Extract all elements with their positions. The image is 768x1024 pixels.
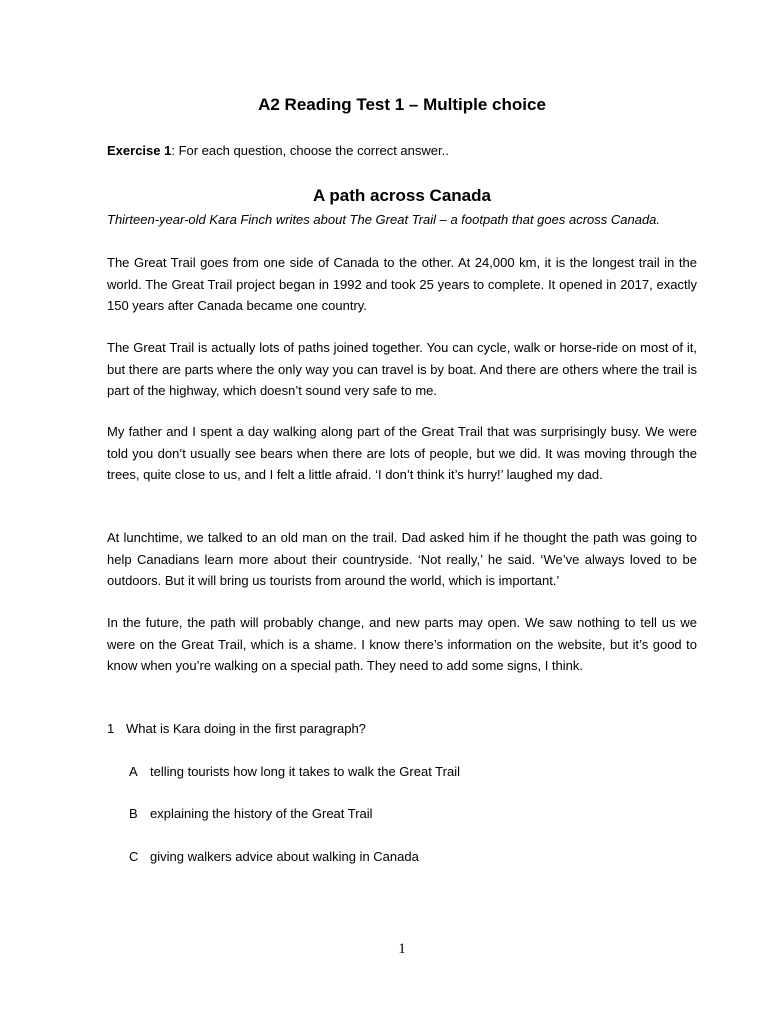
question-text: What is Kara doing in the first paragraph?	[126, 721, 366, 736]
answer-option-a[interactable]	[129, 763, 460, 781]
article-paragraph-2: The Great Trail is actually lots of paths joined together. You can cycle, walk or horse-ride on most of it, but there are parts where the only way you can travel is by boat. And there are others where the trail is part of the highway, which doesn’t sound very safe to me.	[107, 340, 697, 398]
document-title: A2 Reading Test 1 – Multiple choice	[258, 95, 546, 114]
article-paragraph-4: At lunchtime, we talked to an old man on the trail. Dad asked him if he thought the path was going to help Canadians learn more about their countryside. ‘Not really,’ he said. ‘We’ve always loved to be outdoors. But it will bring us tourists from around the world, which is important.’	[107, 530, 697, 588]
option-letter: A	[129, 764, 138, 779]
answer-option-b[interactable]	[129, 805, 373, 823]
question-1	[107, 720, 366, 738]
option-letter: B	[129, 806, 138, 821]
page-number: 1	[398, 941, 406, 957]
exercise-label: Exercise 1	[107, 143, 172, 158]
article-paragraph-5: In the future, the path will probably change, and new parts may open. We saw nothing to tell us we were on the Great Trail, which is a shame. I know there’s information on the website, but it’s good to know when you’re walking on a special path. They need to add some signs, I think.	[107, 615, 697, 673]
exercise-instruction	[107, 142, 449, 160]
exercise-instruction-text: : For each question, choose the correct answer..	[171, 143, 449, 158]
article-paragraph-1: The Great Trail goes from one side of Canada to the other. At 24,000 km, it is the longest trail in the world. The Great Trail project began in 1992 and took 25 years to complete. It opened in 2017, exactly 150 years after Canada became one country.	[107, 255, 697, 313]
option-text: telling tourists how long it takes to walk the Great Trail	[150, 764, 460, 779]
article-title: A path across Canada	[313, 186, 491, 205]
answer-option-c[interactable]	[129, 848, 419, 866]
article-paragraph-3: My father and I spent a day walking along part of the Great Trail that was surprisingly busy. We were told you don’t usually see bears when there are lots of people, but we did. It was moving through the trees, quite close to us, and I felt a little afraid. ‘I don’t think it’s hurry!’ laughed my dad.	[107, 424, 697, 482]
option-text: explaining the history of the Great Trail	[150, 806, 373, 821]
option-letter: C	[129, 849, 139, 864]
option-text: giving walkers advice about walking in Canada	[150, 849, 419, 864]
question-number: 1	[107, 721, 115, 736]
article-subtitle: Thirteen-year-old Kara Finch writes about The Great Trail – a footpath that goes across Canada.	[107, 212, 661, 227]
